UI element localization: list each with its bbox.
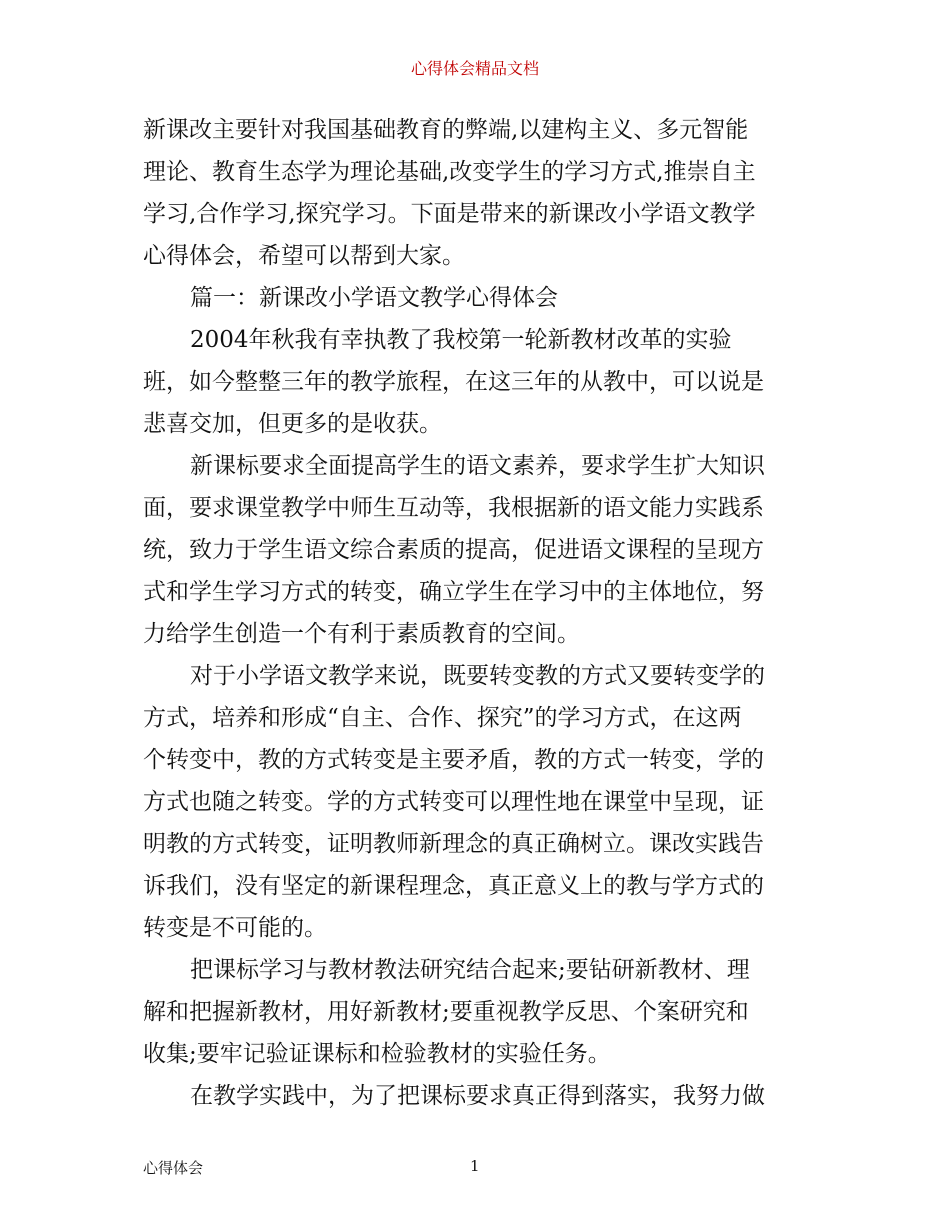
section-heading: 篇一：新课改小学语文教学心得体会: [190, 285, 558, 311]
body-line: 在教学实践中，为了把课标要求真正得到落实，我努力做: [190, 1083, 765, 1109]
document-header: 心得体会精品文档: [410, 59, 539, 78]
page-number: 1: [470, 1157, 480, 1175]
body-line: 学习,合作学习,探究学习。下面是带来的新课改小学语文教学: [143, 201, 756, 227]
body-line: 把课标学习与教材教法研究结合起来;要钻研新教材、理: [190, 957, 750, 983]
body-line: 转变是不可能的。: [143, 915, 327, 941]
body-line: 解和把握新教材，用好新教材;要重视教学反思、个案研究和: [143, 999, 749, 1025]
body-line: 统，致力于学生语文综合素质的提高，促进语文课程的呈现方: [143, 537, 764, 563]
body-line: 明教的方式转变，证明教师新理念的真正确树立。课改实践告: [143, 831, 764, 857]
body-line: 方式，培养和形成“自主、合作、探究”的学习方式，在这两: [143, 705, 742, 731]
body-line: 面，要求课堂教学中师生互动等，我根据新的语文能力实践系: [143, 495, 764, 521]
body-line: 新课标要求全面提高学生的语文素养，要求学生扩大知识: [190, 453, 765, 479]
footer-label: 心得体会: [143, 1159, 204, 1177]
body-line: 心得体会，希望可以帮到大家。: [143, 243, 465, 269]
body-line: 方式也随之转变。学的方式转变可以理性地在课堂中呈现，证: [143, 789, 764, 815]
body-line: 理论、教育生态学为理论基础,改变学生的学习方式,推崇自主: [143, 159, 756, 185]
body-line: 式和学生学习方式的转变，确立学生在学习中的主体地位，努: [143, 579, 764, 605]
body-line: 悲喜交加，但更多的是收获。: [143, 411, 442, 437]
body-line: 力给学生创造一个有利于素质教育的空间。: [143, 621, 580, 647]
body-line: 班，如今整整三年的教学旅程，在这三年的从教中，可以说是: [143, 369, 764, 395]
body-line: 新课改主要针对我国基础教育的弊端,以建构主义、多元智能: [143, 117, 749, 143]
body-line: 2004年秋我有幸执教了我校第一轮新教材改革的实验: [190, 327, 732, 353]
body-line: 个转变中，教的方式转变是主要矛盾，教的方式一转变，学的: [143, 747, 764, 773]
body-line: 对于小学语文教学来说，既要转变教的方式又要转变学的: [190, 663, 765, 689]
body-line: 诉我们，没有坚定的新课程理念，真正意义上的教与学方式的: [143, 873, 764, 899]
body-line: 收集;要牢记验证课标和检验教材的实验任务。: [143, 1041, 611, 1067]
